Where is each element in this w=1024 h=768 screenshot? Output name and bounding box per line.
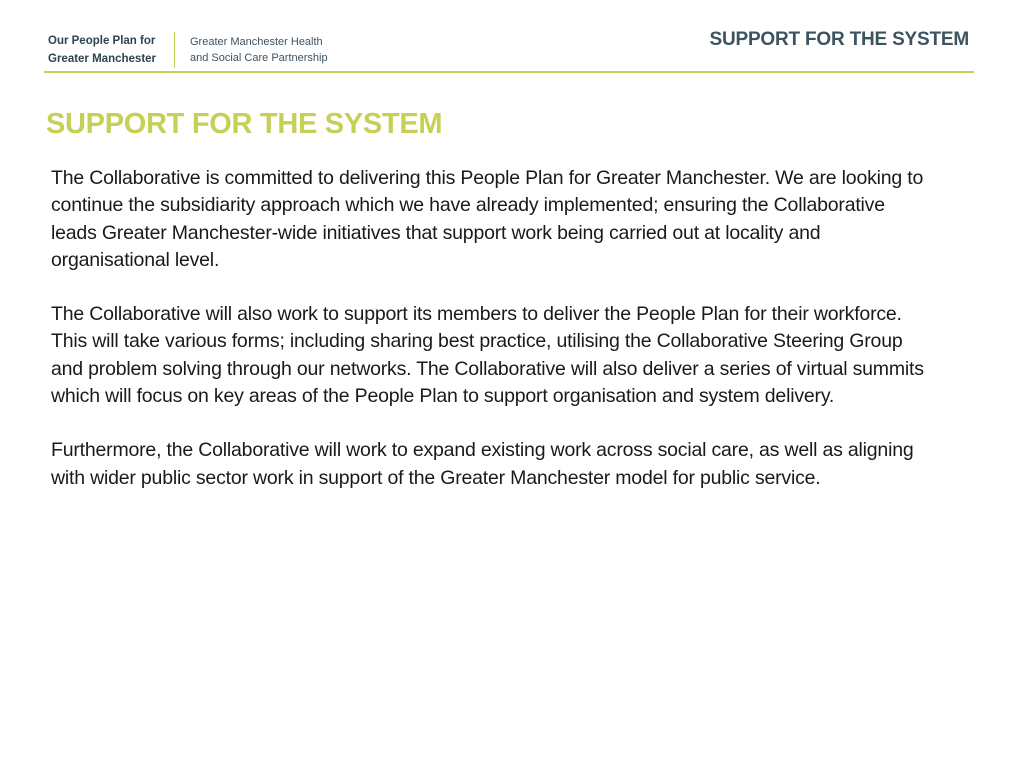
page-header [0,0,1024,74]
partner-line-1: Greater Manchester Health [190,36,323,48]
people-plan-logo [48,32,175,68]
paragraph-commitment: The Collaborative is committed to delivering this People Plan for Greater Manchester. We are looking to continue the subsidiarity approach which we have already implemented; ensuring the Collaborative leads Greater Manchester-wide initiatives that support work being carried out at locality and organisational level. [51,167,924,271]
header-section-title: SUPPORT FOR THE SYSTEM [709,29,969,50]
partner-line-2: and Social Care Partnership [190,52,328,64]
partnership-name [190,34,328,66]
header-divider [44,71,974,73]
body-content [51,165,931,519]
paragraph-social-care: Furthermore, the Collaborative will work to expand existing work across social care, as well as aligning with wider public sector work in support of the Greater Manchester model for public service. [51,439,914,489]
page-title: SUPPORT FOR THE SYSTEM [46,108,443,140]
paragraph-member-support: The Collaborative will also work to support its members to deliver the People Plan for their workforce. This will take various forms; including sharing best practice, utilising the Collaborative Steering Group and problem solving through our networks. The Collaborative will also deliver a series of virtual summits which will focus on key areas of the People Plan to support organisation and system delivery. [51,303,924,408]
logo-line-2: Greater Manchester [48,53,157,65]
logo-line-1: Our People Plan for [48,35,156,47]
